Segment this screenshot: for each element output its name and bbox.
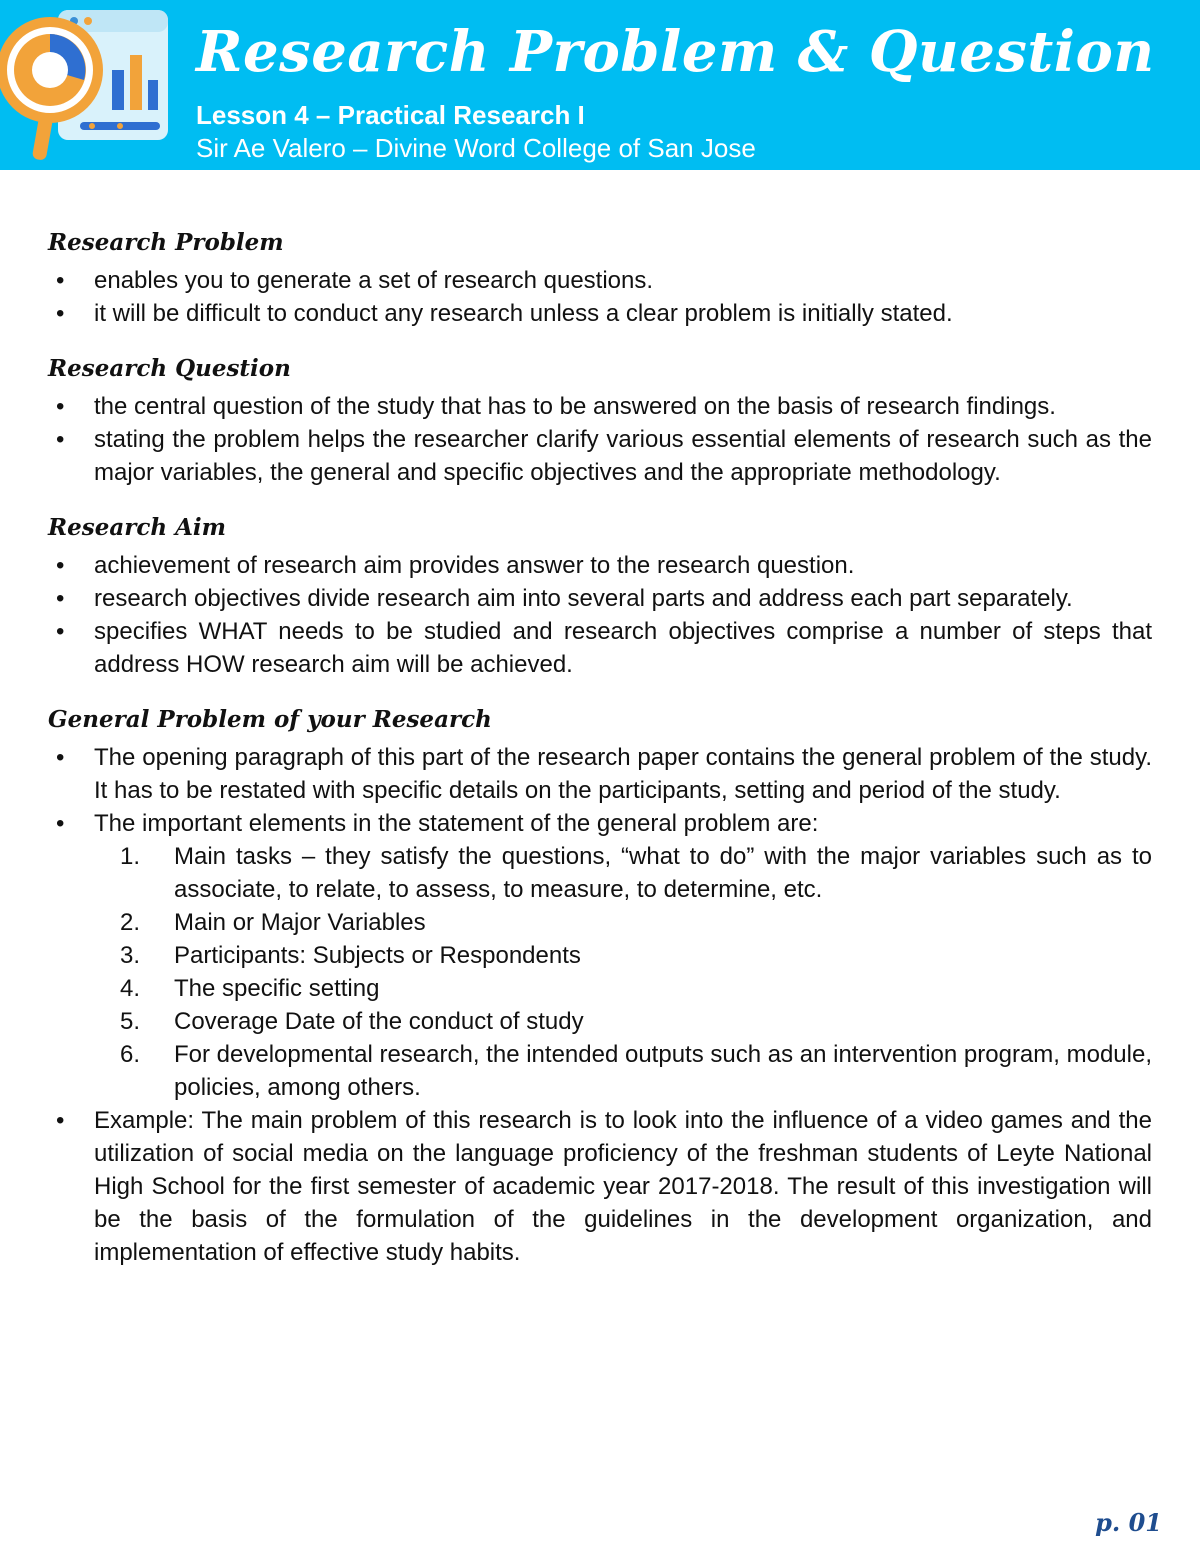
item-number: 6. [120, 1041, 141, 1068]
research-chart-magnifier-icon [0, 0, 185, 170]
list-item: • the central question of the study that has to be answered on the basis of research findings. [48, 390, 1152, 423]
section-heading: Research Question [48, 355, 291, 382]
list-item [48, 807, 1152, 1104]
item-text: For developmental research, the intended outputs such as an intervention program, module, policies, among others. [174, 1041, 1152, 1101]
item-text: Main or Major Variables [174, 909, 426, 936]
numbered-item [94, 972, 1152, 1005]
list-item: • it will be difficult to conduct any research unless a clear problem is initially stated. [48, 297, 1152, 330]
section-heading: General Problem of your Research [48, 706, 492, 733]
bullet-list [48, 549, 1152, 681]
list-item: • achievement of research aim provides answer to the research question. [48, 549, 1152, 582]
item-number: 5. [120, 1008, 141, 1035]
section-heading: Research Problem [48, 229, 284, 256]
bullet-list [48, 264, 1152, 330]
numbered-item [94, 1038, 1152, 1104]
section-research-question [48, 352, 1152, 489]
section-general-problem [48, 703, 1152, 1269]
section-research-aim [48, 511, 1152, 681]
item-text: The specific setting [174, 975, 380, 1002]
list-item: • specifies WHAT needs to be studied and research objectives comprise a number of steps that address HOW research aim will be achieved. [48, 615, 1152, 681]
bullet-list [48, 390, 1152, 489]
author-line: Sir Ae Valero – Divine Word College of San Jose [196, 133, 756, 163]
page-number: p. 01 [1095, 1508, 1162, 1537]
list-item: • The opening paragraph of this part of the research paper contains the general problem of the study. It has to be restated with specific details on the participants, setting and period of the study. [48, 741, 1152, 807]
list-item: • stating the problem helps the researcher clarify various essential elements of research such as the major variables, the general and specific objectives and the appropriate methodology. [48, 423, 1152, 489]
item-number: 2. [120, 909, 141, 936]
item-text: Coverage Date of the conduct of study [174, 1008, 584, 1035]
page-title: Research Problem & Question [196, 19, 1155, 85]
list-item: • research objectives divide research aim into several parts and address each part separately. [48, 582, 1152, 615]
list-item: • Example: The main problem of this research is to look into the influence of a video games and the utilization of social media on the language proficiency of the freshman students of Leyte National High School for the first semester of academic year 2017-2018. The result of this investigation will be the basis of the formulation of the guidelines in the development organization, and implementation of effective study habits. [48, 1104, 1152, 1269]
item-number: 3. [120, 942, 141, 969]
numbered-item [94, 1005, 1152, 1038]
numbered-item [94, 840, 1152, 906]
list-item: • enables you to generate a set of research questions. [48, 264, 1152, 297]
numbered-item [94, 939, 1152, 972]
section-heading: Research Aim [48, 514, 227, 541]
numbered-item [94, 906, 1152, 939]
item-number: 1. [120, 843, 141, 870]
header-banner [0, 0, 1200, 170]
numbered-list [94, 840, 1152, 1104]
item-text: Main tasks – they satisfy the questions, “what to do” with the major variables such as to associate, to relate, to assess, to measure, to determine, etc. [174, 843, 1152, 903]
bullet-list [48, 741, 1152, 1269]
document-body [48, 226, 1152, 1291]
item-number: 4. [120, 975, 141, 1002]
lesson-subtitle: Lesson 4 – Practical Research I [196, 100, 585, 130]
section-research-problem [48, 226, 1152, 330]
item-text: Participants: Subjects or Respondents [174, 942, 581, 969]
list-item-text: The important elements in the statement of the general problem are: [94, 810, 819, 837]
